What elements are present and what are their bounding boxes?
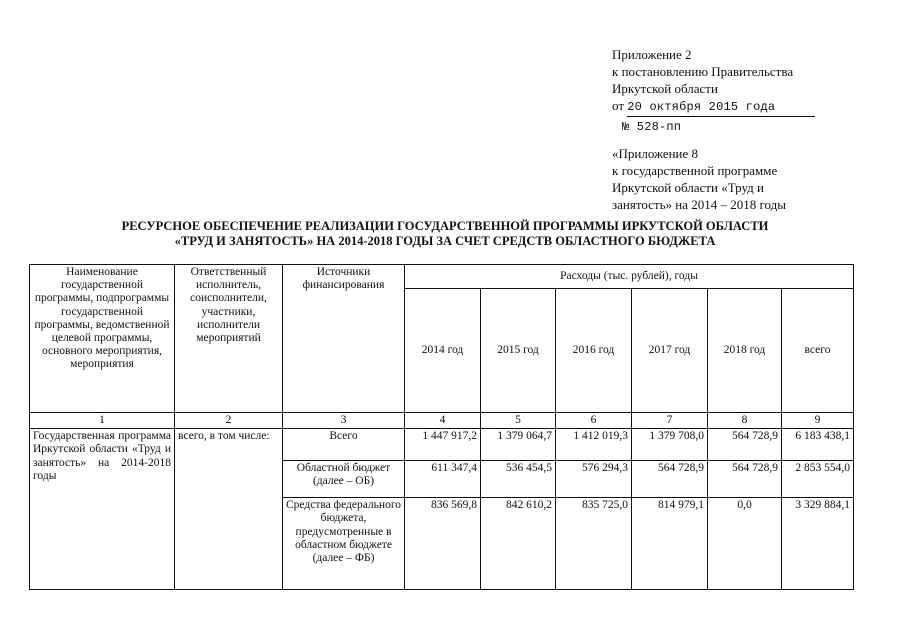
appendix-line-3: Иркутской области	[612, 81, 718, 96]
appendix-number-line	[612, 117, 902, 136]
value-cell: 611 347,4	[405, 461, 481, 498]
document-title-line-2: «ТРУД И ЗАНЯТОСТЬ» НА 2014-2018 ГОДЫ ЗА СЧЕТ СРЕДСТВ ОБЛАСТНОГО БЮДЖЕТА	[174, 234, 716, 248]
appendix-date-value: 20 октября 2015 года	[627, 99, 815, 117]
table-row	[30, 429, 854, 461]
column-number-2: 2	[175, 413, 283, 429]
appendix-line-6: к государственной программе	[612, 163, 778, 178]
header-year-2016: 2016 год	[556, 289, 632, 413]
column-number-5: 5	[481, 413, 556, 429]
column-number-1: 1	[30, 413, 175, 429]
appendix-block	[612, 46, 902, 213]
value-cell: 836 569,8	[405, 498, 481, 590]
header-year-2018: 2018 год	[708, 289, 782, 413]
value-cell: 1 412 019,3	[556, 429, 632, 461]
appendix-line-1: Приложение 2	[612, 47, 692, 62]
column-number-6: 6	[556, 413, 632, 429]
header-executor: Ответственный исполнитель, соисполнители, участники, исполнители мероприятий	[175, 265, 283, 413]
column-number-3: 3	[283, 413, 405, 429]
document-title-line-1: РЕСУРСНОЕ ОБЕСПЕЧЕНИЕ РЕАЛИЗАЦИИ ГОСУДАРСТВЕННОЙ ПРОГРАММЫ ИРКУТСКОЙ ОБЛАСТИ	[121, 219, 769, 233]
column-numbers-row	[30, 413, 854, 429]
value-cell: 536 454,5	[481, 461, 556, 498]
value-cell: 564 728,9	[708, 429, 782, 461]
value-cell: 3 329 884,1	[782, 498, 854, 590]
value-cell: 814 979,1	[632, 498, 708, 590]
document-title	[100, 219, 790, 249]
header-source: Источники финансирования	[283, 265, 405, 413]
header-total: всего	[782, 289, 854, 413]
value-cell: 1 379 708,0	[632, 429, 708, 461]
value-cell: 1 447 917,2	[405, 429, 481, 461]
header-row-1	[30, 265, 854, 289]
source-cell: Средства федерального бюджета, предусмотренные в областном бюджете (далее – ФБ)	[283, 498, 405, 590]
program-executor: всего, в том числе:	[175, 429, 283, 590]
column-number-4: 4	[405, 413, 481, 429]
appendix-date-line	[612, 97, 902, 117]
value-cell: 842 610,2	[481, 498, 556, 590]
column-number-7: 7	[632, 413, 708, 429]
appendix-date-prefix: от	[612, 98, 625, 113]
column-number-9: 9	[782, 413, 854, 429]
source-cell: Областной бюджет (далее – ОБ)	[283, 461, 405, 498]
value-cell: 2 853 554,0	[782, 461, 854, 498]
value-cell: 564 728,9	[708, 461, 782, 498]
value-cell: 576 294,3	[556, 461, 632, 498]
appendix-line-5: «Приложение 8	[612, 146, 699, 161]
header-name: Наименование государственной программы, подпрограммы государственной программы, ведомственной целевой программы, основного мероприятия, мероприятия	[30, 265, 175, 413]
appendix-line-2: к постановлению Правительства	[612, 64, 794, 79]
header-expenses: Расходы (тыс. рублей), годы	[405, 265, 854, 289]
header-year-2014: 2014 год	[405, 289, 481, 413]
source-cell: Всего	[283, 429, 405, 461]
value-cell: 0,0	[708, 498, 782, 590]
program-name: Государственная программа Иркутской области «Труд и занятость» на 2014-2018 годы	[30, 429, 175, 590]
appendix-number: № 528-пп	[622, 120, 682, 134]
header-year-2017: 2017 год	[632, 289, 708, 413]
appendix-line-8: занятость» на 2014 – 2018 годы	[612, 197, 787, 212]
value-cell: 1 379 064,7	[481, 429, 556, 461]
value-cell: 835 725,0	[556, 498, 632, 590]
column-number-8: 8	[708, 413, 782, 429]
value-cell: 564 728,9	[632, 461, 708, 498]
header-year-2015: 2015 год	[481, 289, 556, 413]
resource-table	[29, 264, 854, 590]
value-cell: 6 183 438,1	[782, 429, 854, 461]
appendix-line-7: Иркутской области «Труд и	[612, 180, 764, 195]
